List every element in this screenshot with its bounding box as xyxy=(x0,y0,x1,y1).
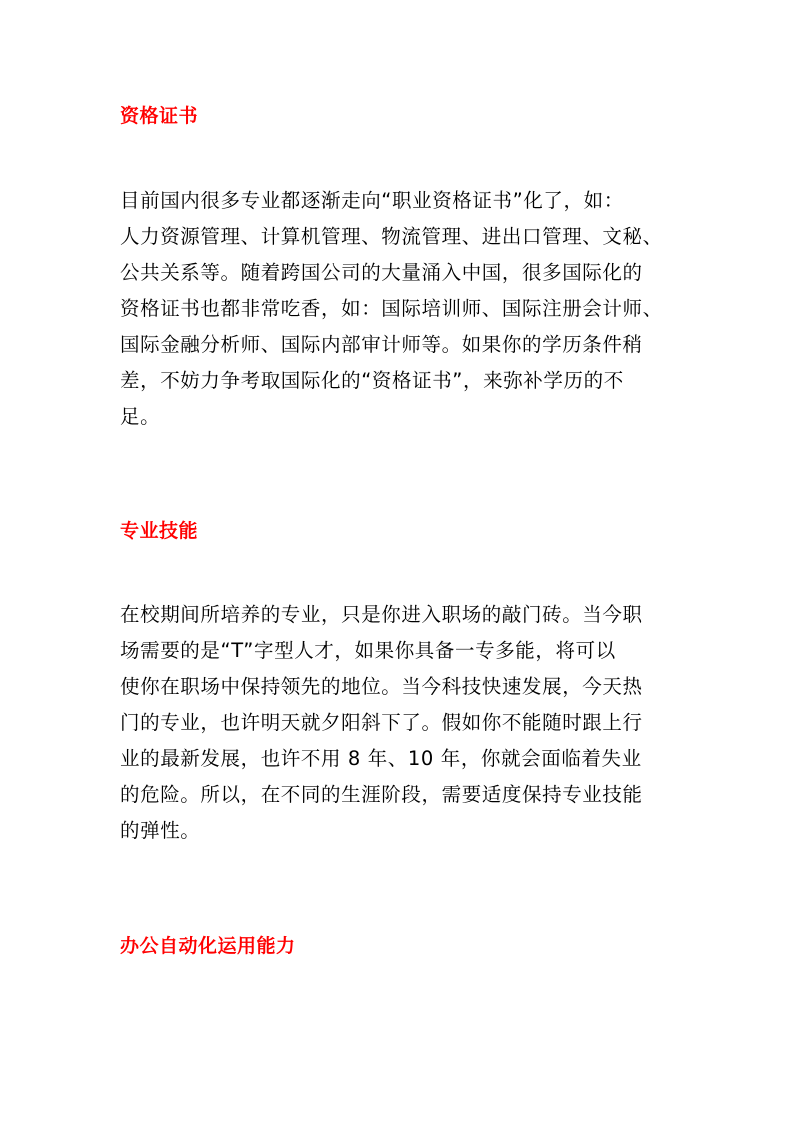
paragraph-line: 在校期间所培养的专业，只是你进入职场的敲门砖。当今职 xyxy=(120,603,643,626)
paragraph-line: 资格证书也都非常吃香，如：国际培训师、国际注册会计师、 xyxy=(120,297,663,320)
section-heading-professional-skills: 专业技能 xyxy=(120,520,199,542)
paragraph-line: 国际金融分析师、国际内部审计师等。如果你的学历条件稍 xyxy=(120,333,643,356)
section-heading-office-automation: 办公自动化运用能力 xyxy=(120,935,296,957)
paragraph-line: 公共关系等。随着跨国公司的大量涌入中国，很多国际化的 xyxy=(120,261,643,284)
paragraph-line: 的危险。所以，在不同的生涯阶段，需要适度保持专业技能 xyxy=(120,783,643,806)
paragraph-line: 差，不妨力争考取国际化的“资格证书”，来弥补学历的不 xyxy=(120,369,624,392)
paragraph-line: 的弹性。 xyxy=(120,819,201,842)
paragraph-line: 足。 xyxy=(120,405,161,428)
paragraph-line: 业的最新发展，也许不用 8 年、10 年，你就会面临着失业 xyxy=(120,747,642,770)
paragraph-line: 门的专业，也许明天就夕阳斜下了。假如你不能随时跟上行 xyxy=(120,711,643,734)
paragraph-line: 使你在职场中保持领先的地位。当今科技快速发展，今天热 xyxy=(120,675,643,698)
paragraph-line: 场需要的是“T”字型人才，如果你具备一专多能，将可以 xyxy=(120,639,616,662)
paragraph-line: 人力资源管理、计算机管理、物流管理、进出口管理、文秘、 xyxy=(120,225,663,248)
section-heading-certificates: 资格证书 xyxy=(120,105,199,127)
paragraph-line: 目前国内很多专业都逐渐走向“职业资格证书”化了，如： xyxy=(120,189,624,212)
